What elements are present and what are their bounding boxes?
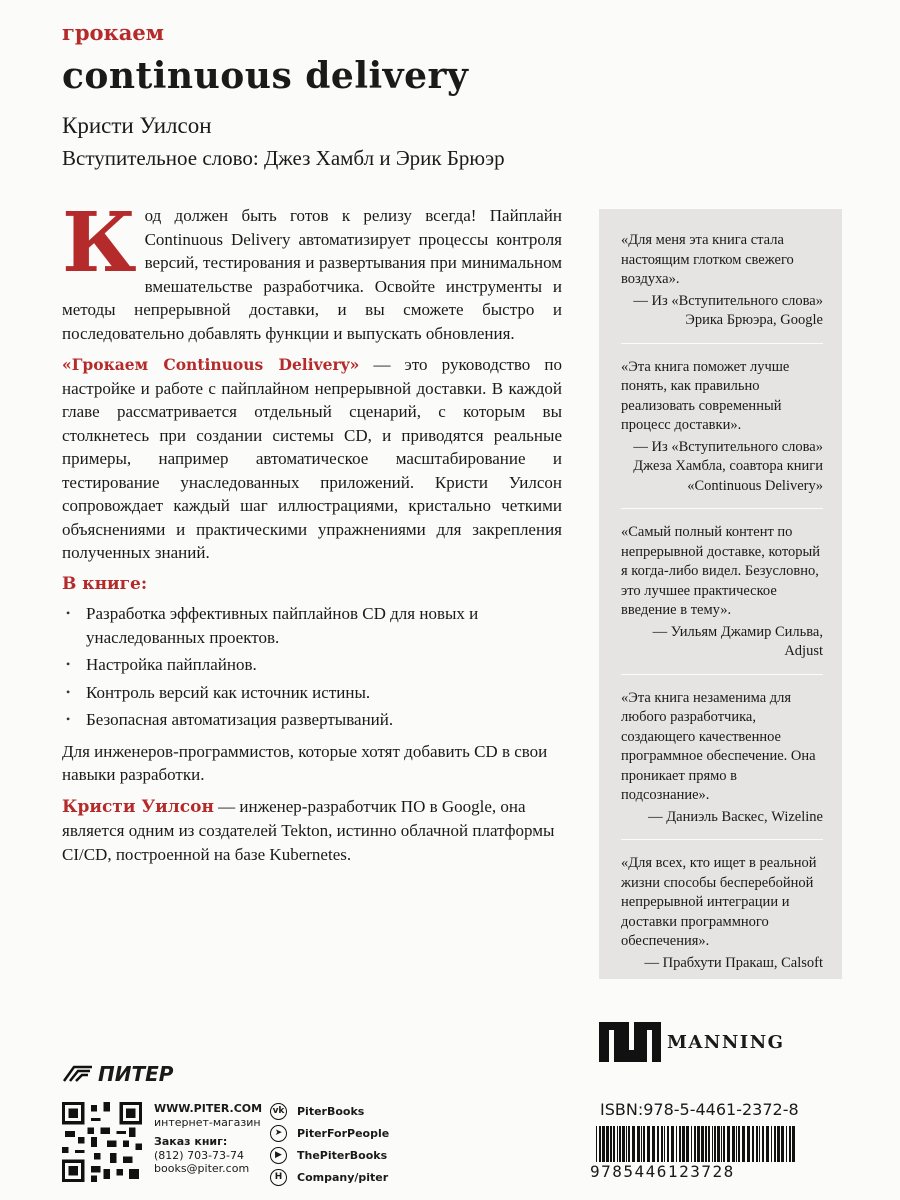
quote-block	[621, 358, 823, 510]
social-label: Company/piter	[297, 1170, 389, 1184]
quote-source: — Прабхути Пракаш, Calsoft	[644, 954, 823, 971]
piter-logo-icon	[62, 1063, 94, 1085]
quote-text: «Эта книга незаменима для любого разработчика, создающего качественное программное обеспечение. Она проникает прямо в подсознание».	[621, 689, 816, 803]
feature-item: • Настройка пайплайнов.	[62, 653, 562, 677]
isbn-label: ISBN:978-5-4461-2372-8	[600, 1100, 799, 1119]
intro-paragraph	[62, 195, 562, 345]
feature-list	[62, 602, 562, 732]
order-phone: (812) 703-73-74	[154, 1148, 245, 1162]
habr-icon: H	[270, 1169, 287, 1186]
about-author	[62, 795, 562, 867]
foreword-credit: Вступительное слово: Джез Хамбл и Эрик Брюэр	[62, 146, 505, 170]
publisher-contacts	[154, 1102, 262, 1176]
manning-wordmark: MANNING	[667, 1031, 785, 1053]
quote-block	[621, 523, 823, 675]
qr-code-icon	[62, 1102, 142, 1182]
audience-text: Для инженеров-программистов, которые хотят добавить CD в свои навыки разработки.	[62, 741, 548, 784]
guide-book-name: «Грокаем Continuous Delivery»	[62, 355, 360, 374]
shop-label: интернет-магазин	[154, 1115, 261, 1129]
social-item[interactable]	[270, 1100, 389, 1122]
social-label: PiterBooks	[297, 1104, 365, 1118]
guide-paragraph	[62, 353, 562, 565]
quote-source: — Из «Вступительного слова» Эрика Брюэра, Google	[633, 292, 823, 328]
quote-text: «Эта книга поможет лучше понять, как правильно реализовать современный процесс доставки».	[621, 358, 790, 433]
feature-item: • Безопасная автоматизация развертываний.	[62, 708, 562, 732]
play-icon: ▶	[270, 1147, 287, 1164]
feature-item: • Контроль версий как источник истины.	[62, 681, 562, 705]
publisher-site-link[interactable]: WWW.PITER.COM	[154, 1102, 263, 1115]
social-item[interactable]	[270, 1166, 389, 1188]
quote-text: «Самый полный контент по непрерывной доставке, который я когда-либо видел. Безусловно, это лучшее практическое введение в тему».	[621, 524, 820, 618]
social-item[interactable]	[270, 1122, 389, 1144]
series-name: грокаем	[62, 20, 164, 45]
intro-text: од должен быть готов к релизу всегда! Пайплайн Continuous Delivery автоматизирует процессы контроля версий, тестирования и развертывания при минимальном вмешательстве разработчика. Освойте инструменты и методы непрерывной доставки, и вы сможете быстро и последовательно добавлять функции и выпускать обновления.	[62, 206, 562, 343]
piter-brand	[62, 1062, 173, 1086]
drop-cap: К	[62, 195, 137, 291]
barcode-number: 9785446123728	[590, 1162, 800, 1181]
description-column	[62, 195, 563, 874]
order-label: Заказ книг:	[154, 1135, 228, 1148]
feature-item: • Разработка эффективных пайплайнов CD для новых и унаследованных проектов.	[62, 602, 562, 649]
in-book-heading: В книге:	[62, 573, 148, 594]
about-author-text: — инженер-разработчик ПО в Google, она является одним из создателей Tekton, истинно облачной платформы CI/CD, построенной на базе Kubernetes.	[62, 796, 555, 864]
quote-source: — Из «Вступительного слова» Джеза Хамбла, соавтора книги «Continuous Delivery»	[633, 438, 823, 494]
telegram-icon: ➤	[270, 1125, 287, 1142]
manning-brand	[599, 1022, 785, 1062]
quote-block	[621, 231, 823, 344]
piter-wordmark: ПИТЕР	[98, 1062, 174, 1086]
manning-logo-icon	[599, 1022, 661, 1062]
guide-text: — это руководство по настройке и работе с пайплайном непрерывной доставки. В каждой главе рассматривается отдельный сценарий, с которым вы столкнетесь при создании системы CD, и приводятся реальные примеры, например автоматическое масштабирование и тестирование унаследованных приложений. Кристи Уилсон сопровождает каждый шаг иллюстрациями, кристально четкими объяснениями и практическими упражнениями для закрепления полученных знаний.	[62, 355, 563, 562]
quote-source: — Уильям Джамир Сильва, Adjust	[652, 623, 823, 659]
social-label: PiterForPeople	[297, 1126, 390, 1140]
about-author-name: Кристи Уилсон	[62, 796, 214, 817]
quote-text: «Для меня эта книга стала настоящим глотком свежего воздуха».	[621, 232, 794, 287]
quote-block	[621, 689, 823, 841]
quotes-sidebar	[599, 209, 842, 979]
quote-text: «Для всех, кто ищет в реальной жизни способы бесперебойной непрерывной интеграции и доставки программного обеспечения».	[621, 855, 817, 949]
order-email[interactable]: books@piter.com	[154, 1162, 250, 1175]
social-links	[270, 1100, 389, 1188]
social-item[interactable]	[270, 1144, 389, 1166]
author-name: Кристи Уилсон	[62, 113, 212, 138]
book-title: continuous delivery	[62, 55, 469, 97]
vk-icon: vk	[270, 1103, 287, 1120]
social-label: ThePiterBooks	[297, 1148, 388, 1162]
quote-source: — Даниэль Васкес, Wizeline	[648, 808, 823, 825]
quote-block	[621, 854, 823, 985]
